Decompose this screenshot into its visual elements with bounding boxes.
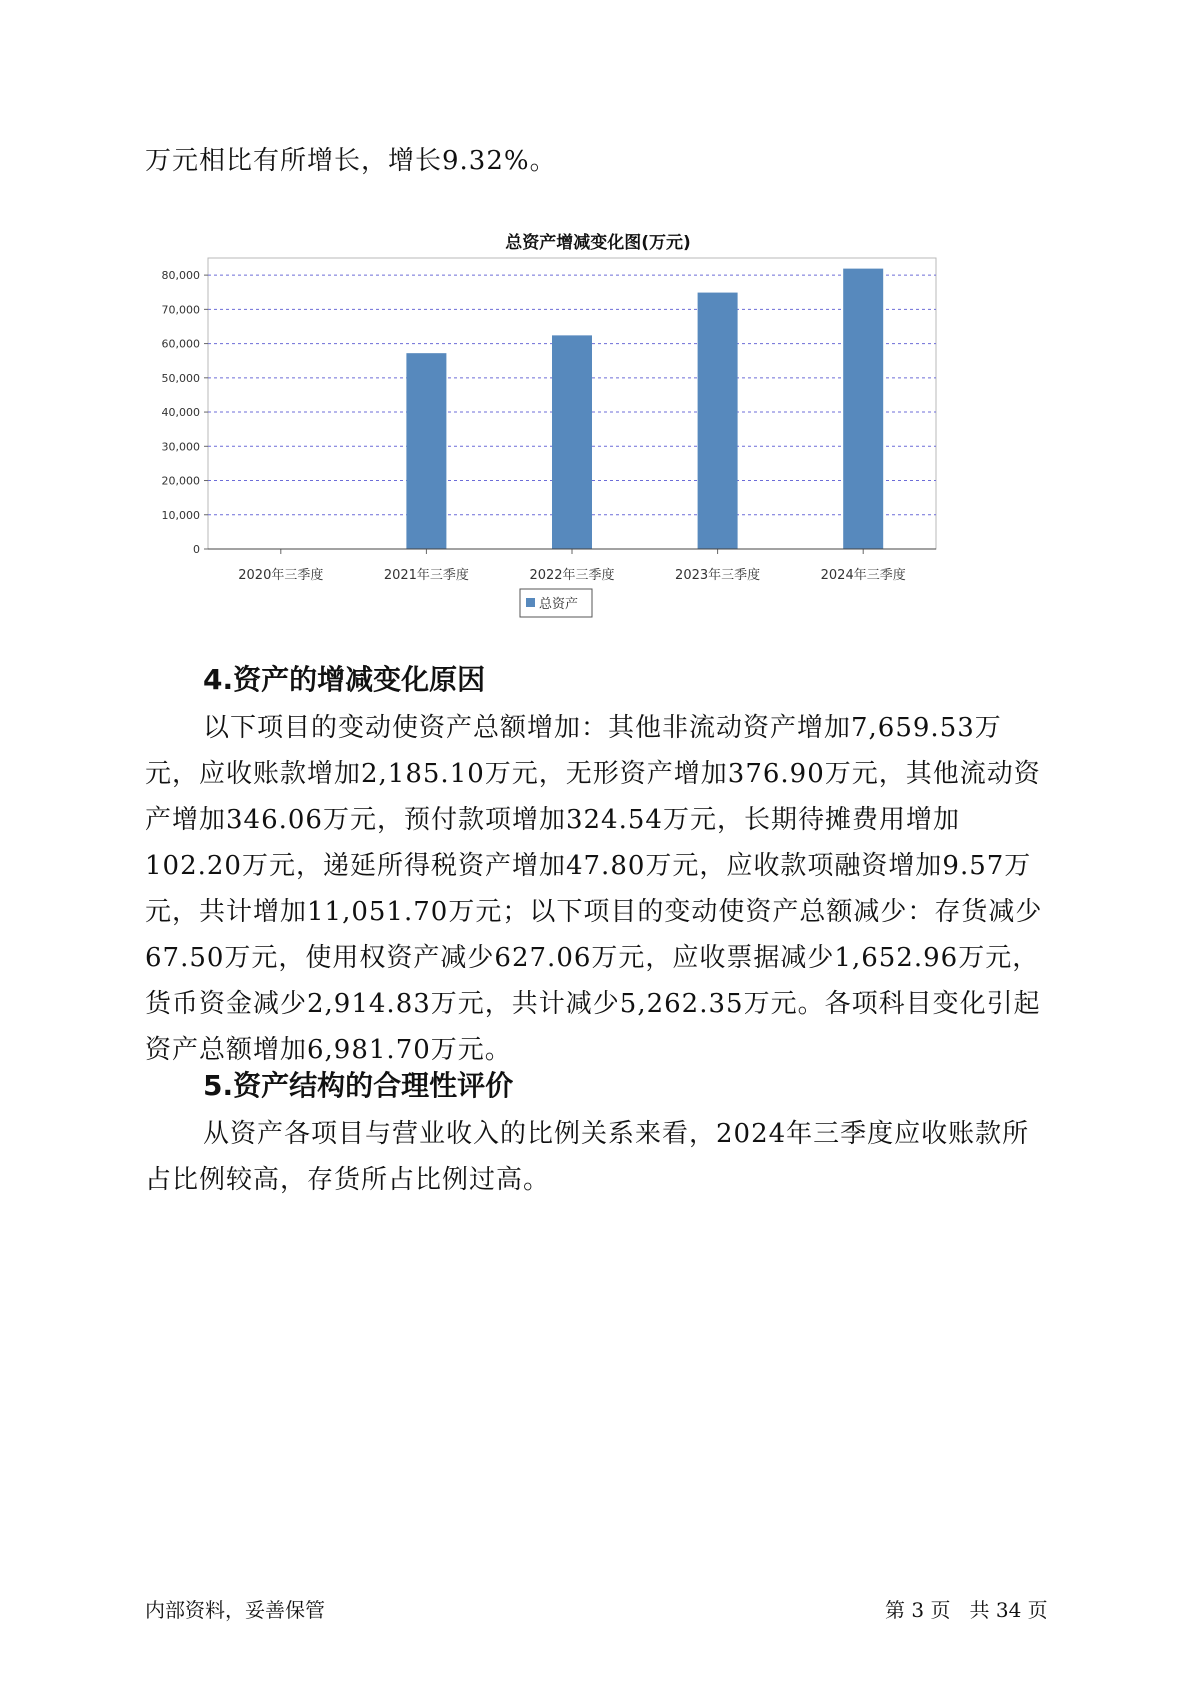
bars: [406, 269, 883, 549]
x-tick-label: 2021年三季度: [383, 568, 469, 583]
y-tick-label: 10,000: [161, 508, 200, 522]
y-tick-label: 70,000: [161, 303, 200, 317]
y-tick-label: 80,000: [161, 269, 200, 283]
chart-title: 总资产增减变化图(万元): [505, 233, 691, 253]
legend-label: 总资产: [539, 597, 579, 612]
chart-svg: [158, 222, 1038, 682]
y-axis-ticks: [162, 269, 209, 556]
section5-paragraph: 从资产各项目与营业收入的比例关系来看，2024年三季度应收账款所占比例较高，存货所占比例过高。: [145, 1119, 1030, 1195]
legend: [520, 589, 592, 617]
x-axis-ticks: [238, 549, 905, 583]
x-tick-label: 2020年三季度: [238, 568, 324, 583]
y-tick-label: 30,000: [161, 440, 200, 454]
y-tick-label: 20,000: [161, 474, 200, 488]
y-tick-label: 0: [193, 543, 200, 556]
footer-page-number: 第 3 页 共 34 页: [885, 1598, 1048, 1622]
y-tick-label: 50,000: [161, 371, 200, 385]
y-tick-label: 60,000: [161, 337, 200, 351]
section5-heading: 5.资产结构的合理性评价: [203, 1069, 514, 1102]
x-tick-label: 2024年三季度: [820, 568, 906, 583]
y-tick-label: 40,000: [161, 406, 200, 420]
legend-swatch: [526, 598, 535, 607]
x-tick-label: 2023年三季度: [675, 568, 761, 583]
bar: [552, 335, 592, 549]
total-assets-chart: [158, 222, 1038, 682]
section4-heading: 4.资产的增减变化原因: [203, 663, 486, 696]
x-tick-label: 2022年三季度: [529, 568, 615, 583]
footer-confidential-note: 内部资料，妥善保管: [145, 1598, 325, 1622]
bar: [843, 269, 883, 549]
bar: [406, 353, 446, 549]
section4-paragraph: 以下项目的变动使资产总额增加：其他非流动资产增加7,659.53万元，应收账款增加2,185.10万元，无形资产增加376.90万元，其他流动资产增加346.06万元，预付款项增加324.54万元，长期待摊费用增加102.20万元，递延所得税资产增加47.80万元，应收款项融资增加9.57万元，共计增加11,051.70万元；以下项目的变动使资产总额减少：存货减少67.50万元，使用权资产减少627.06万元，应收票据减少1,652.96万元，货币资金减少2,914.83万元，共计减少5,262.35万元。各项科目变化引起资产总额增加6,981.70万元。: [145, 713, 1043, 1065]
bar: [698, 293, 738, 549]
intro-paragraph-tail: 万元相比有所增长，增长9.32%。: [145, 146, 557, 176]
